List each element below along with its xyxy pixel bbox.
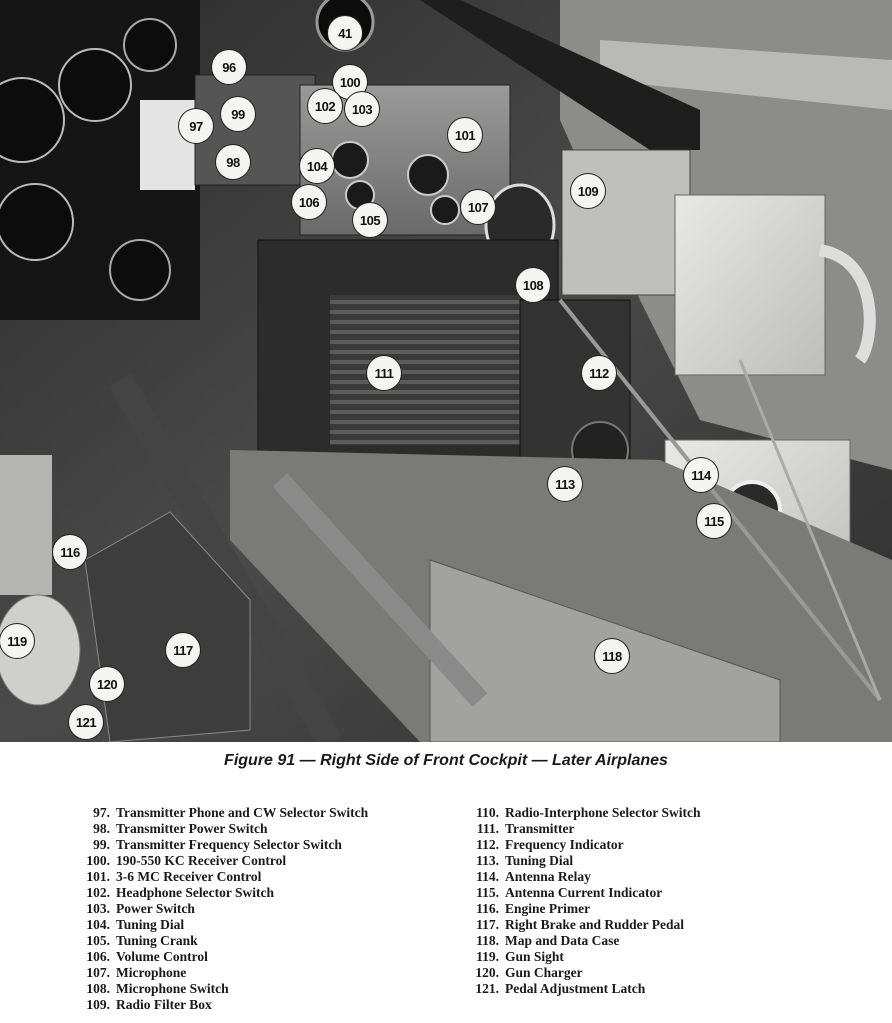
- legend-number: 101.: [86, 869, 110, 884]
- legend-number: 112.: [476, 837, 499, 852]
- callout-marker: 98: [216, 145, 250, 179]
- legend-text: Microphone: [116, 965, 187, 980]
- callout-marker: 120: [90, 667, 124, 701]
- callout-marker: 102: [308, 89, 342, 123]
- callout-marker: 104: [300, 149, 334, 183]
- legend-text: Headphone Selector Switch: [116, 885, 274, 900]
- legend-number: 111.: [476, 821, 499, 836]
- figure-caption: Figure 91 — Right Side of Front Cockpit — Later Airplanes: [224, 752, 668, 769]
- callout-marker: 113: [548, 467, 582, 501]
- callout-marker: 109: [571, 174, 605, 208]
- legend-item: [72, 853, 368, 869]
- legend-text: Transmitter Power Switch: [116, 821, 268, 836]
- legend-text: Radio-Interphone Selector Switch: [505, 805, 701, 820]
- legend-number: 106.: [86, 949, 110, 964]
- legend-text: Power Switch: [116, 901, 195, 916]
- legend-item: [461, 821, 701, 837]
- callout-marker: 111: [367, 356, 401, 390]
- legend-number: 115.: [476, 885, 499, 900]
- legend-item: [72, 933, 368, 949]
- callout-marker: 119: [0, 624, 34, 658]
- callout-marker: 108: [516, 268, 550, 302]
- legend-item: [461, 869, 701, 885]
- legend-text: Antenna Current Indicator: [505, 885, 663, 900]
- legend-number: 108.: [86, 981, 110, 996]
- legend-text: Tuning Crank: [116, 933, 198, 948]
- legend-text: Right Brake and Rudder Pedal: [505, 917, 685, 932]
- legend-number: 104.: [86, 917, 110, 932]
- callout-marker: 41: [328, 16, 362, 50]
- legend-item: [461, 837, 701, 853]
- legend-text: Engine Primer: [505, 901, 591, 916]
- callout-marker: 118: [595, 639, 629, 673]
- legend-number: 121.: [475, 981, 499, 996]
- legend-item: [461, 853, 701, 869]
- legend-number: 117.: [476, 917, 499, 932]
- callout-marker: 121: [69, 705, 103, 739]
- callout-marker: 99: [221, 97, 255, 131]
- legend-number: 119.: [476, 949, 499, 964]
- callout-marker: 114: [684, 458, 718, 492]
- legend-number: 116.: [476, 901, 499, 916]
- legend-item: [461, 965, 701, 981]
- callout-marker: 105: [353, 203, 387, 237]
- legend-item: [72, 821, 368, 837]
- legend-text: Frequency Indicator: [505, 837, 624, 852]
- legend-text: Microphone Switch: [116, 981, 229, 996]
- legend-item: [72, 949, 368, 965]
- legend-text: Transmitter: [505, 821, 575, 836]
- legend-item: [72, 917, 368, 933]
- legend-item: [72, 885, 368, 901]
- legend-text: 190-550 KC Receiver Control: [116, 853, 287, 868]
- legend-text: Radio Filter Box: [116, 997, 212, 1012]
- legend-text: Tuning Dial: [505, 853, 574, 868]
- legend-text: Transmitter Frequency Selector Switch: [116, 837, 342, 852]
- callout-marker: 101: [448, 118, 482, 152]
- legend-text: Gun Sight: [505, 949, 564, 964]
- callout-marker: 100: [333, 65, 367, 99]
- callout-marker: 117: [166, 633, 200, 667]
- legend-number: 97.: [93, 805, 110, 820]
- legend-number: 98.: [93, 821, 110, 836]
- legend-item: [72, 805, 368, 821]
- legend-number: 103.: [86, 901, 110, 916]
- legend-text: Tuning Dial: [116, 917, 185, 932]
- legend-item: [461, 917, 701, 933]
- legend-text: 3-6 MC Receiver Control: [116, 869, 262, 884]
- legend-number: 107.: [86, 965, 110, 980]
- legend-number: 118.: [476, 933, 499, 948]
- callout-marker: 107: [461, 190, 495, 224]
- legend-text: Volume Control: [116, 949, 208, 964]
- legend-item: [72, 997, 368, 1013]
- legend-number: 102.: [86, 885, 110, 900]
- legend-text: Antenna Relay: [505, 869, 591, 884]
- legend-item: [461, 981, 701, 997]
- legend-text: Gun Charger: [505, 965, 583, 980]
- legend-number: 120.: [475, 965, 499, 980]
- legend-number: 109.: [86, 997, 110, 1012]
- legend-item: [72, 965, 368, 981]
- legend-right-column: [461, 805, 701, 997]
- callout-marker: 115: [697, 504, 731, 538]
- callout-marker: 96: [212, 50, 246, 84]
- callout-marker: 116: [53, 535, 87, 569]
- callout-marker: 97: [179, 109, 213, 143]
- legend-item: [461, 901, 701, 917]
- legend-item: [72, 869, 368, 885]
- callout-marker: 112: [582, 356, 616, 390]
- legend-text: Map and Data Case: [505, 933, 620, 948]
- legend-text: Transmitter Phone and CW Selector Switch: [116, 805, 369, 820]
- legend-left-column: [72, 805, 368, 1013]
- callout-marker: 103: [345, 92, 379, 126]
- legend-item: [461, 949, 701, 965]
- legend-number: 105.: [86, 933, 110, 948]
- callout-marker: 106: [292, 185, 326, 219]
- legend-number: 100.: [86, 853, 110, 868]
- legend-number: 110.: [476, 805, 499, 820]
- legend-number: 114.: [476, 869, 499, 884]
- legend-item: [72, 837, 368, 853]
- legend-number: 99.: [93, 837, 110, 852]
- legend-item: [72, 981, 368, 997]
- legend-number: 113.: [476, 853, 499, 868]
- legend-item: [461, 933, 701, 949]
- legend-item: [72, 901, 368, 917]
- legend-item: [461, 805, 701, 821]
- legend-text: Pedal Adjustment Latch: [505, 981, 646, 996]
- legend-item: [461, 885, 701, 901]
